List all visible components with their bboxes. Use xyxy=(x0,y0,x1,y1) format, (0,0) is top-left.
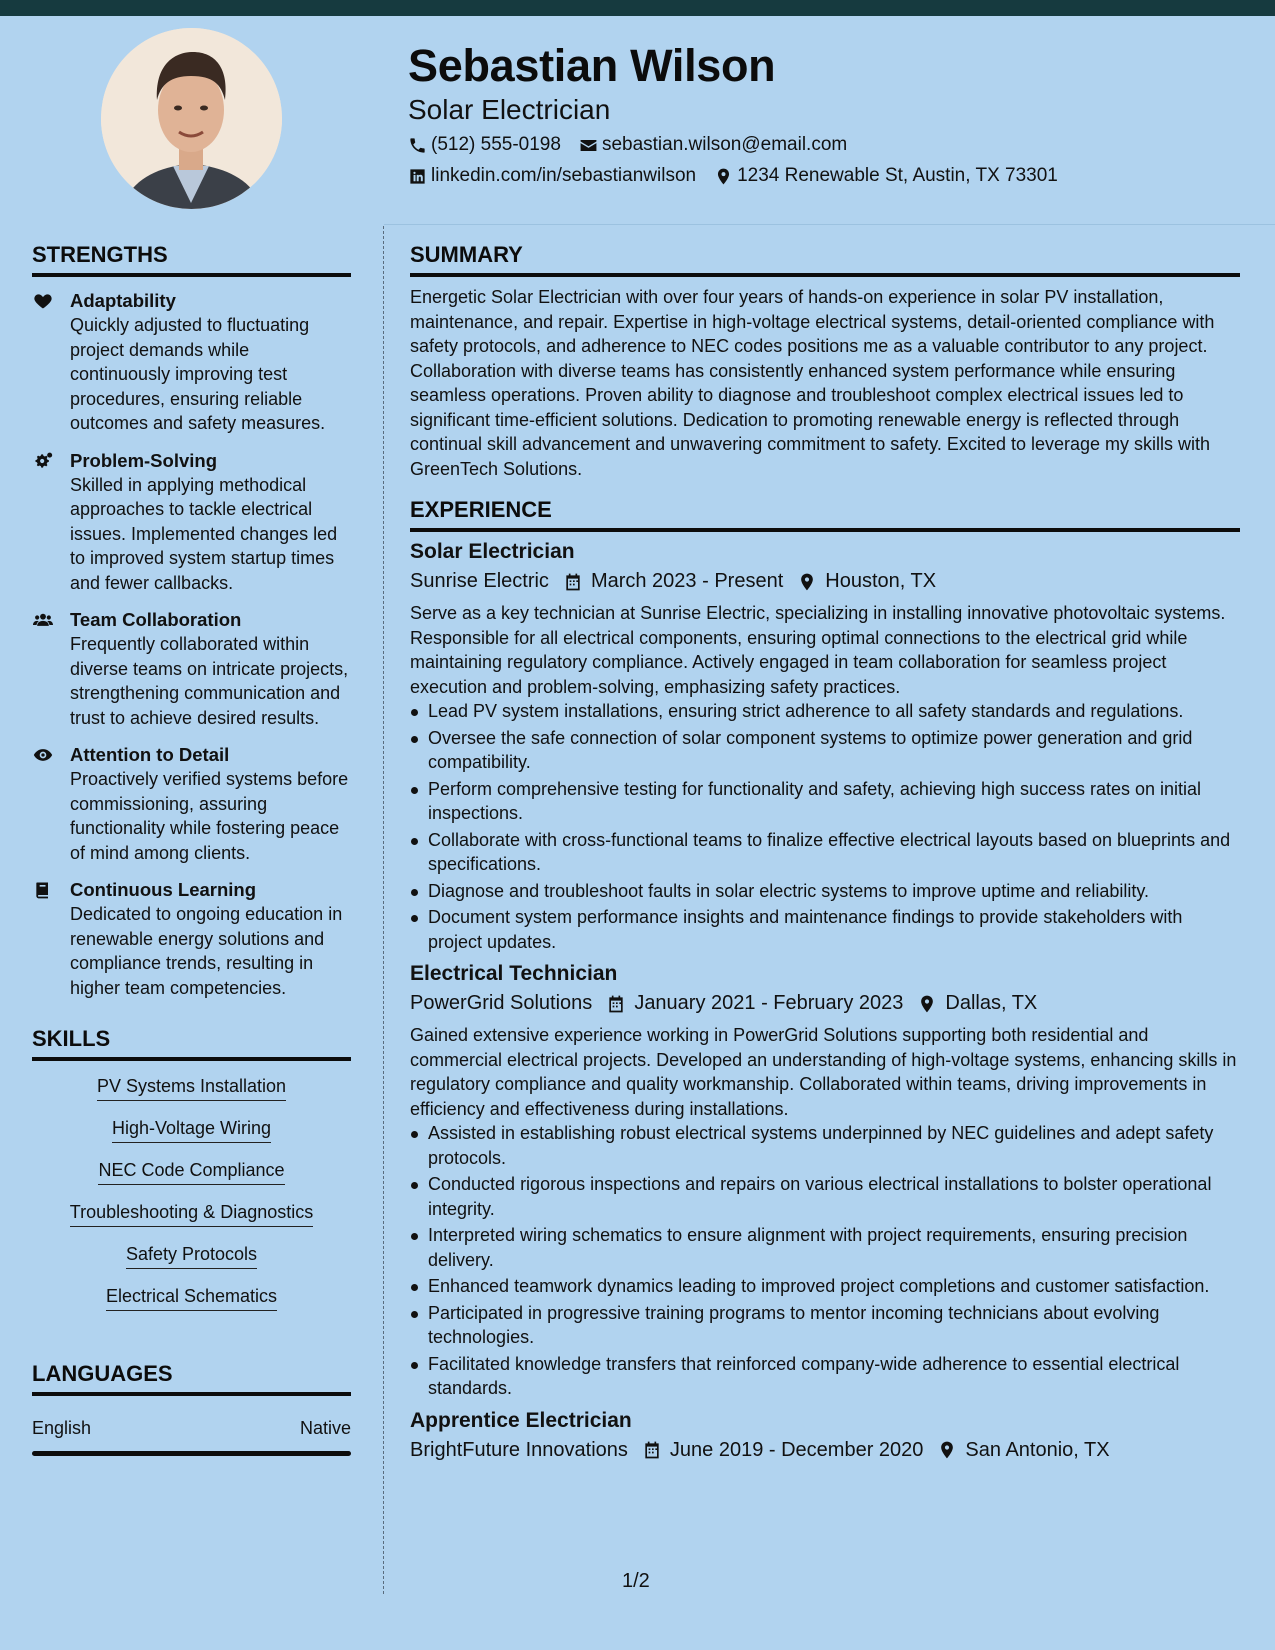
skill-tag: Safety Protocols xyxy=(126,1243,257,1269)
column-divider xyxy=(383,226,384,1594)
strength-title: Attention to Detail xyxy=(70,744,230,765)
skills-heading: SKILLS xyxy=(32,1026,351,1061)
top-bar xyxy=(0,0,1275,16)
language-level: Native xyxy=(299,1418,351,1438)
strength-text: Skilled in applying methodical approaches to tackle electrical issues. Implemented changes led to improved system startup times and fewer callbacks. xyxy=(70,474,338,593)
phone-text: (512) 555-0198 xyxy=(431,134,561,155)
job-title: Apprentice Electrician xyxy=(410,1408,632,1432)
job-meta xyxy=(410,992,1240,1015)
strength-item xyxy=(32,449,351,596)
location-pin-icon xyxy=(714,167,733,186)
job-bullet: Facilitated knowledge transfers that reinforced company-wide adherence to essential electrical standards. xyxy=(410,1352,1240,1401)
job-bullet: Participated in progressive training programs to mentor incoming technicians about evolving technologies. xyxy=(410,1301,1240,1350)
strength-title: Team Collaboration xyxy=(70,609,242,630)
language-name: English xyxy=(32,1418,92,1438)
linkedin-icon xyxy=(408,167,427,186)
job-bullet: Diagnose and troubleshoot faults in solar electric systems to improve uptime and reliability. xyxy=(410,879,1240,904)
job-description: Serve as a key technician at Sunrise Electric, specializing in installing innovative photovoltaic systems. Responsible for all electrical components, ensuring optimal connections to the electrical grid while maintaining regulatory compliance. Actively engaged in team collaboration for seamless project execution and problem-solving, emphasizing safety practices. xyxy=(410,603,1226,697)
language-level-bar xyxy=(32,1451,351,1456)
eye-icon xyxy=(32,745,54,765)
skill-tag: Troubleshooting & Diagnostics xyxy=(70,1201,313,1227)
job-entry xyxy=(410,1409,1240,1462)
strengths-heading: STRENGTHS xyxy=(32,242,351,277)
job-meta xyxy=(410,570,1240,593)
job-bullet: Lead PV system installations, ensuring strict adherence to all safety standards and regulations. xyxy=(410,699,1240,724)
location-pin-icon xyxy=(937,1440,957,1460)
skill-tag: High-Voltage Wiring xyxy=(112,1117,271,1143)
job-company: PowerGrid Solutions xyxy=(410,992,593,1014)
job-location: San Antonio, TX xyxy=(965,1438,1110,1461)
phone-contact[interactable] xyxy=(408,134,561,156)
strength-item xyxy=(32,289,351,436)
location-pin-icon xyxy=(797,572,817,592)
header-divider xyxy=(384,224,1275,225)
page-number: 1/2 xyxy=(622,1570,650,1592)
job-title: Solar Electrician xyxy=(410,540,575,563)
calendar-icon xyxy=(642,1440,662,1460)
linkedin-contact[interactable] xyxy=(408,165,696,187)
job-location: Dallas, TX xyxy=(945,992,1038,1014)
skill-tag: NEC Code Compliance xyxy=(98,1159,284,1185)
job-title: Electrical Technician xyxy=(410,962,618,985)
users-icon xyxy=(32,610,54,630)
experience-heading: EXPERIENCE xyxy=(410,497,1240,532)
book-icon xyxy=(32,880,54,900)
address-text: 1234 Renewable St, Austin, TX 73301 xyxy=(737,165,1058,186)
strength-title: Continuous Learning xyxy=(70,879,257,900)
calendar-icon xyxy=(606,994,626,1014)
strength-text: Dedicated to ongoing education in renewable energy solutions and compliance trends, resulting in higher team competencies. xyxy=(70,904,343,998)
summary-text: Energetic Solar Electrician with over four years of hands-on experience in solar PV installation, maintenance, and repair. Expertise in high-voltage electrical systems, detail-oriented compliance with safety protocols, and adherence to NEC codes positions me as a valuable contributor to any project. Collaboration with diverse teams has consistently enhanced system performance while ensuring seamless operations. Proven ability to diagnose and troubleshoot complex electrical issues led to significant time-efficient solutions. Dedication to promoting renewable energy is reflected through continual skill advancement and unwavering commitment to safety. Excited to leverage my skills with GreenTech Solutions. xyxy=(410,287,1215,479)
job-bullets xyxy=(410,1121,1240,1401)
skill-tag: PV Systems Installation xyxy=(97,1075,286,1101)
job-company: Sunrise Electric xyxy=(410,570,549,592)
job-bullet: Conducted rigorous inspections and repairs on various electrical installations to bolster operational integrity. xyxy=(410,1172,1240,1221)
linkedin-text: linkedin.com/in/sebastianwilson xyxy=(431,165,697,186)
job-bullet: Enhanced teamwork dynamics leading to improved project completions and customer satisfaction. xyxy=(410,1274,1240,1299)
strength-text: Proactively verified systems before commissioning, assuring functionality while fostering peace of mind among clients. xyxy=(70,769,349,863)
candidate-name: Sebastian Wilson xyxy=(408,40,776,91)
contact-row-1 xyxy=(408,134,865,156)
location-pin-icon xyxy=(917,994,937,1014)
strength-title: Problem-Solving xyxy=(70,449,217,471)
job-meta xyxy=(410,1439,1240,1462)
job-bullet: Document system performance insights and maintenance findings to provide stakeholders with project updates. xyxy=(410,905,1240,954)
gears-icon xyxy=(32,451,54,471)
language-item xyxy=(32,1418,351,1439)
contact-row-2 xyxy=(408,165,1076,187)
strength-item xyxy=(32,608,351,730)
job-bullet: Interpreted wiring schematics to ensure alignment with project requirements, ensuring precision delivery. xyxy=(410,1223,1240,1272)
strength-item xyxy=(32,878,351,1000)
job-entry xyxy=(410,540,1240,954)
job-bullets xyxy=(410,699,1240,954)
job-location: Houston, TX xyxy=(825,570,937,592)
heart-icon xyxy=(32,291,54,311)
strength-text: Quickly adjusted to fluctuating project demands while continuously improving test procedures, ensuring reliable outcomes and safety measures. xyxy=(70,315,326,433)
envelope-icon xyxy=(579,136,598,155)
job-company: BrightFuture Innovations xyxy=(410,1438,628,1461)
right-column xyxy=(410,226,1240,1462)
strength-title: Adaptability xyxy=(70,290,176,311)
calendar-icon xyxy=(563,572,583,592)
phone-icon xyxy=(408,136,427,155)
left-column xyxy=(32,226,351,1456)
job-dates: June 2019 - December 2020 xyxy=(669,1438,924,1461)
job-bullet: Collaborate with cross-functional teams to finalize effective electrical layouts based on blueprints and specifications. xyxy=(410,828,1240,877)
strength-text: Frequently collaborated within diverse teams on intricate projects, strengthening communication and trust to achieve desired results. xyxy=(70,634,349,728)
languages-heading: LANGUAGES xyxy=(32,1361,351,1396)
summary-heading: SUMMARY xyxy=(410,242,1240,277)
job-bullet: Oversee the safe connection of solar component systems to optimize power generation and grid compatibility. xyxy=(410,726,1240,775)
job-dates: March 2023 - Present xyxy=(590,570,784,592)
skills-list xyxy=(32,1075,351,1311)
strength-item xyxy=(32,743,351,865)
job-description: Gained extensive experience working in PowerGrid Solutions supporting both residential and commercial electrical projects. Developed an understanding of high-voltage systems, enhancing skills in regulatory compliance and quality workmanship. Collaborated within teams, driving improvements in efficiency and effectiveness during installations. xyxy=(410,1025,1237,1119)
job-entry xyxy=(410,962,1240,1401)
address-contact xyxy=(714,165,1058,187)
skill-tag: Electrical Schematics xyxy=(106,1285,277,1311)
email-contact[interactable] xyxy=(579,134,847,156)
email-text: sebastian.wilson@email.com xyxy=(601,134,848,155)
profile-photo xyxy=(101,28,282,209)
job-bullet: Perform comprehensive testing for functionality and safety, achieving high success rates on initial inspections. xyxy=(410,777,1240,826)
job-dates: January 2021 - February 2023 xyxy=(634,992,904,1014)
job-bullet: Assisted in establishing robust electrical systems underpinned by NEC guidelines and adept safety protocols. xyxy=(410,1121,1240,1170)
candidate-title: Solar Electrician xyxy=(408,94,611,125)
